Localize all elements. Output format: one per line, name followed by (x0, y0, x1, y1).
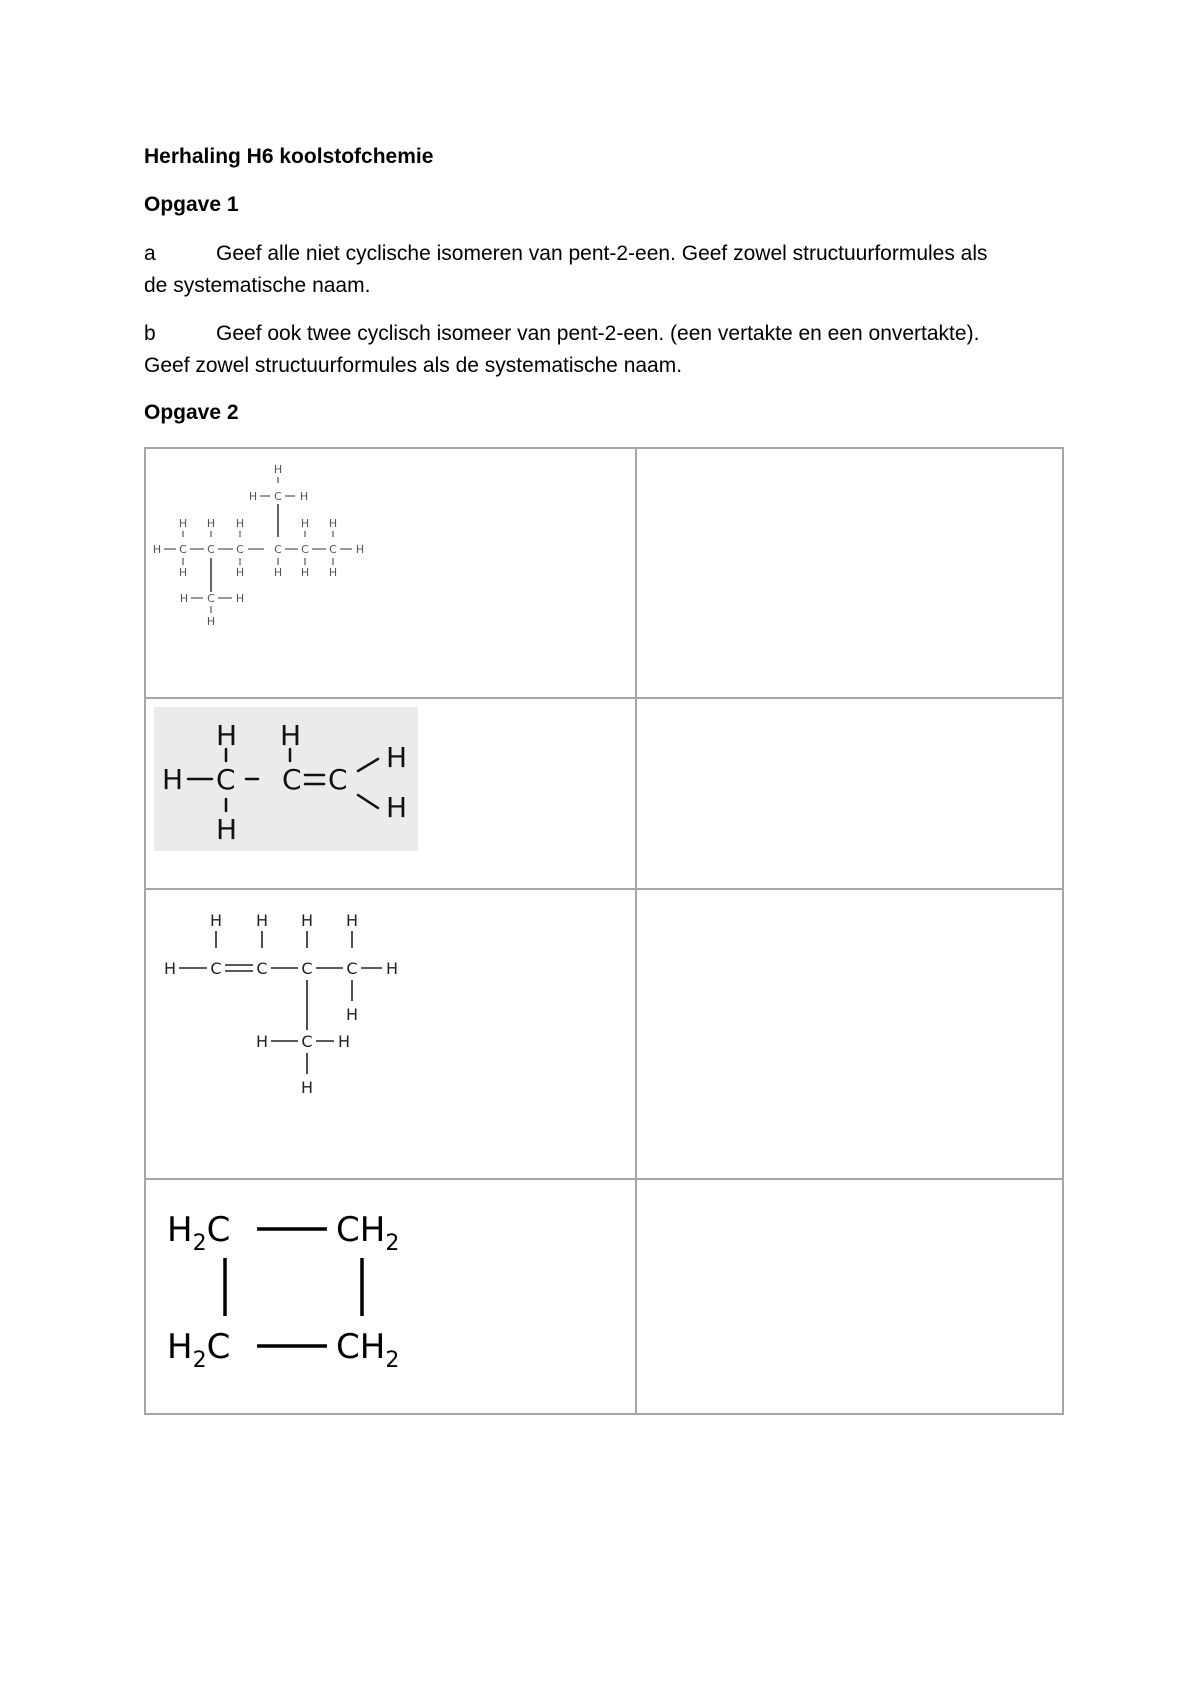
svg-text:H: H (235, 592, 245, 605)
svg-text:C: C (210, 959, 222, 978)
svg-text:C: C (256, 959, 268, 978)
cyclobutane-structural-formula (152, 1186, 432, 1406)
svg-text:H: H (209, 911, 223, 930)
svg-text:H: H (300, 517, 310, 530)
structures-table (144, 447, 1064, 1415)
propene-handwritten-structural-formula (154, 707, 418, 851)
svg-text:H: H (273, 463, 283, 476)
structure-cell (145, 448, 636, 698)
svg-text:CH2: $CH_2$ (336, 1327, 400, 1373)
svg-text:H: H (255, 911, 269, 930)
svg-text:H: H (216, 813, 238, 846)
svg-text:C: C (301, 1032, 313, 1051)
svg-text:C: C (346, 959, 358, 978)
svg-text:C: C (328, 763, 348, 796)
svg-text:H: H (328, 517, 338, 530)
answer-cell[interactable] (636, 889, 1063, 1179)
svg-text:H: H (328, 566, 338, 579)
question-1a-text: Geef alle niet cyclische isomeren van pent-2-een. Geef zowel structuurformules als (216, 242, 988, 265)
opgave-1-heading: Opgave 1 (144, 193, 239, 216)
svg-text:H2C: $H_2C$ (167, 1327, 231, 1373)
svg-text:C: C (274, 543, 282, 556)
svg-text:H: H (152, 543, 162, 556)
table-row (145, 448, 1063, 698)
structure-cell (145, 698, 636, 889)
branched-alkane-structural-formula (152, 455, 382, 635)
svg-text:H: H (345, 1005, 359, 1024)
svg-text:H: H (163, 959, 177, 978)
svg-text:H: H (355, 543, 365, 556)
answer-cell[interactable] (636, 448, 1063, 698)
question-1b-line-2: Geef zowel structuurformules als de systematische naam. (144, 354, 683, 377)
svg-text:H: H (337, 1032, 351, 1051)
structure-cell (145, 1179, 636, 1414)
svg-text:H: H (179, 592, 189, 605)
table-row (145, 698, 1063, 889)
svg-text:H: H (300, 566, 310, 579)
svg-text:H: H (235, 566, 245, 579)
table-row (145, 889, 1063, 1179)
opgave-2-heading: Opgave 2 (144, 401, 239, 424)
svg-text:H: H (248, 490, 258, 503)
document-title: Herhaling H6 koolstofchemie (144, 145, 434, 168)
question-1b-line-1 (144, 319, 979, 349)
svg-text:H: H (235, 517, 245, 530)
question-1a-line-2: de systematische naam. (144, 274, 371, 297)
svg-text:H: H (385, 959, 399, 978)
question-1a-line-1 (144, 239, 988, 269)
svg-text:H: H (299, 490, 309, 503)
answer-cell[interactable] (636, 1179, 1063, 1414)
svg-text:C: C (207, 543, 215, 556)
svg-text:H2C: $H_2C$ (167, 1210, 231, 1256)
question-1b-label: b (144, 322, 156, 345)
svg-text:H: H (345, 911, 359, 930)
svg-text:C: C (236, 543, 244, 556)
svg-text:H: H (206, 517, 216, 530)
svg-text:H: H (386, 791, 408, 824)
svg-text:H: H (300, 1078, 314, 1097)
svg-text:H: H (178, 566, 188, 579)
svg-text:C: C (301, 543, 309, 556)
svg-text:C: C (301, 959, 313, 978)
svg-text:H: H (280, 719, 302, 752)
svg-text:C: C (179, 543, 187, 556)
svg-text:H: H (386, 741, 408, 774)
svg-text:H: H (273, 566, 283, 579)
svg-text:C: C (274, 490, 282, 503)
svg-text:C: C (282, 763, 302, 796)
methylbutene-structural-formula (152, 896, 412, 1106)
structure-cell (145, 889, 636, 1179)
svg-text:H: H (255, 1032, 269, 1051)
svg-text:C: C (216, 763, 236, 796)
svg-text:H: H (300, 911, 314, 930)
svg-text:C: C (207, 592, 215, 605)
table-row (145, 1179, 1063, 1414)
svg-text:H: H (162, 763, 184, 796)
question-1b-text: Geef ook twee cyclisch isomeer van pent-2-een. (een vertakte en een onvertakte). (216, 322, 980, 345)
answer-cell[interactable] (636, 698, 1063, 889)
svg-text:C: C (329, 543, 337, 556)
svg-text:H: H (216, 719, 238, 752)
svg-text:H: H (206, 615, 216, 628)
svg-text:CH2: $CH_2$ (336, 1210, 400, 1256)
svg-text:H: H (178, 517, 188, 530)
question-1a-label: a (144, 242, 156, 265)
